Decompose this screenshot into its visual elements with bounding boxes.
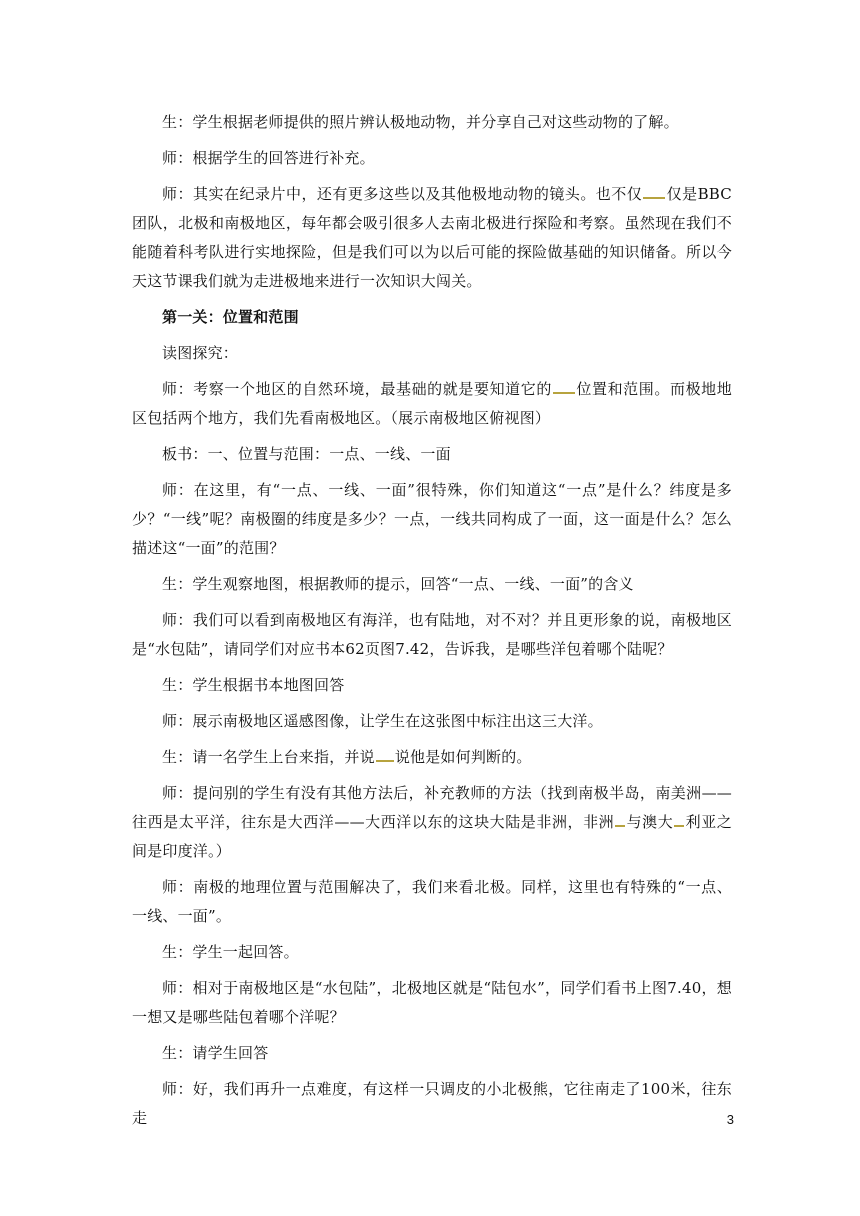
paragraph-13 [132,743,732,772]
section-heading: 第一关：位置和范围 [162,308,299,326]
paragraph-18: 生：请学生回答 [162,1044,269,1062]
paragraph-5: 读图探究： [162,344,239,362]
page-number: 3 [726,1112,734,1127]
paragraph-11: 生：学生根据书本地图回答 [162,676,345,694]
paragraph-14-after: 利亚之间是印度洋。） [132,813,732,860]
paragraph-7: 板书：一、位置与范围：一点、一线、一面 [162,445,451,463]
paragraph-13-before: 生：请一名学生上台来指，并说 [162,748,375,766]
paragraph-6-after: 位置和范围。而极地地区包括两个地方，我们先看南极地区。（展示南极地区俯视图） [132,380,732,427]
highlight-mark [615,825,625,827]
paragraph-14 [132,779,732,866]
paragraph-14-middle: 与澳大 [626,813,674,831]
highlight-mark [376,760,394,762]
paragraph-12: 师：展示南极地区遥感图像，让学生在这张图中标注出这三大洋。 [162,712,603,730]
paragraph-3-after: 仅是BBC团队，北极和南极地区，每年都会吸引很多人去南北极进行探险和考察。虽然现在我们不能随着科考队进行实地探险，但是我们可以为以后可能的探险做基础的知识储备。所以今天这节课我们就为走进极地来进行一次知识大闯关。 [132,185,732,290]
paragraph-17: 师：相对于南极地区是“水包陆”，北极地区就是“陆包水”，同学们看书上图7.40，想一想又是哪些陆包着哪个洋呢？ [132,979,732,1026]
paragraph-9: 生：学生观察地图，根据教师的提示，回答“一点、一线、一面”的含义 [162,575,634,593]
paragraph-3-before: 师：其实在纪录片中，还有更多这些以及其他极地动物的镜头。也不仅 [162,185,643,203]
paragraph-10: 师：我们可以看到南极地区有海洋，也有陆地，对不对？并且更形象的说，南极地区是“水包陆”，请同学们对应书本62页图7.42，告诉我，是哪些洋包着哪个陆呢？ [132,611,732,658]
paragraph-16: 生：学生一起回答。 [162,943,299,961]
highlight-mark [553,392,575,394]
paragraph-13-after: 说他是如何判断的。 [394,748,532,766]
paragraph-6 [132,375,732,433]
paragraph-3 [132,180,732,296]
paragraph-6-before: 师：考察一个地区的自然环境，最基础的就是要知道它的 [162,380,552,398]
highlight-mark [643,197,665,199]
highlight-mark [674,825,684,827]
paragraph-15: 师：南极的地理位置与范围解决了，我们来看北极。同样，这里也有特殊的“一点、一线、一面”。 [132,878,732,925]
paragraph-2: 师：根据学生的回答进行补充。 [162,149,375,167]
paragraph-14-before: 师：提问别的学生有没有其他方法后，补充教师的方法（找到南极半岛，南美洲——往西是太平洋，往东是大西洋——大西洋以东的这块大陆是非洲，非洲 [132,784,732,831]
paragraph-1: 生：学生根据老师提供的照片辨认极地动物，并分享自己对这些动物的了解。 [162,113,679,131]
paragraph-8: 师：在这里，有“一点、一线、一面”很特殊，你们知道这“一点”是什么？纬度是多少？“一线”呢？南极圈的纬度是多少？一点，一线共同构成了一面，这一面是什么？怎么描述这“一面”的范围？ [132,481,732,557]
lesson-text [132,108,732,1133]
paragraph-19: 师：好，我们再升一点难度，有这样一只调皮的小北极熊，它往南走了100米，往东走 [132,1080,732,1127]
